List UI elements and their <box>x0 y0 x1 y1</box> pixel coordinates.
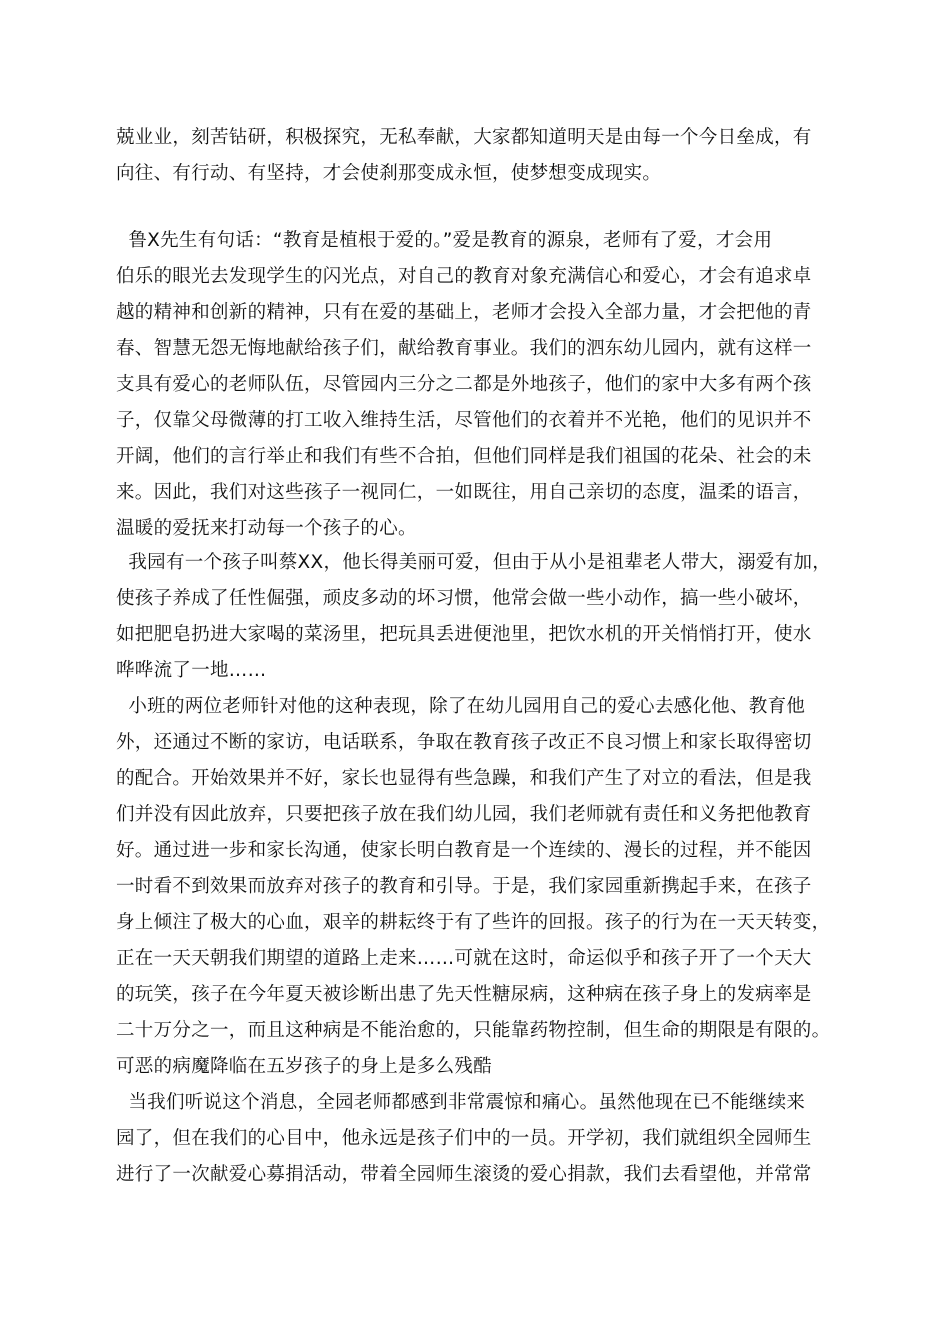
text-line: 春、智慧无怨无悔地献给孩子们，献给教育事业。我们的泗东幼儿园内，就有这样一 <box>116 338 812 359</box>
text-line: 正在一天天朝我们期望的道路上走来……可就在这时，命运似乎和孩子开了一个天大 <box>116 948 812 969</box>
text-line: 兢业业，刻苦钻研，积极探究，无私奉献，大家都知道明天是由每一个今日垒成，有 <box>116 127 812 148</box>
text-line: 越的精神和创新的精神，只有在爱的基础上，老师才会投入全部力量，才会把他的青 <box>116 302 812 323</box>
text-line: 进行了一次献爱心募捐活动，带着全园师生滚烫的爱心捐款，我们去看望他，并常常 <box>116 1164 812 1185</box>
text-line: 的配合。开始效果并不好，家长也显得有些急躁，和我们产生了对立的看法，但是我 <box>116 768 812 789</box>
text-line: 一时看不到效果而放弃对孩子的教育和引导。于是，我们家园重新携起手来，在孩子 <box>116 876 812 897</box>
text-line: 来。因此，我们对这些孩子一视同仁，一如既往，用自己亲切的态度，温柔的语言， <box>116 482 812 503</box>
text-line: 好。通过进一步和家长沟通，使家长明白教育是一个连续的、漫长的过程，并不能因 <box>116 840 812 861</box>
paragraph-start-line: 鲁X先生有句话：“教育是植根于爱的。”爱是教育的源泉，老师有了爱，才会用 <box>116 230 773 251</box>
text-line: 使孩子养成了任性倔强，顽皮多动的坏习惯，他常会做一些小动作，搞一些小破坏， <box>116 588 812 609</box>
text-line: 哗哗流了一地…… <box>116 660 267 681</box>
text-line: 外，还通过不断的家访，电话联系，争取在教育孩子改正不良习惯上和家长取得密切 <box>116 732 812 753</box>
paragraph-start-line: 当我们听说这个消息，全园老师都感到非常震惊和痛心。虽然他现在已不能继续来 <box>116 1092 806 1113</box>
text-line: 子，仅靠父母微薄的打工收入维持生活，尽管他们的衣着并不光艳，他们的见识并不 <box>116 410 812 431</box>
text-line: 身上倾注了极大的心血，艰辛的耕耘终于有了些许的回报。孩子的行为在一天天转变， <box>116 912 831 933</box>
text-line: 支具有爱心的老师队伍，尽管园内三分之二都是外地孩子，他们的家中大多有两个孩 <box>116 374 812 395</box>
text-line: 可恶的病魔降临在五岁孩子的身上是多么残酷 <box>116 1056 493 1077</box>
text-line: 开阔，他们的言行举止和我们有些不合拍，但他们同样是我们祖国的花朵、社会的未 <box>116 446 812 467</box>
text-line: 二十万分之一，而且这种病是不能治愈的，只能靠药物控制，但生命的期限是有限的。 <box>116 1020 831 1041</box>
text-line: 们并没有因此放弃，只要把孩子放在我们幼儿园，我们老师就有责任和义务把他教育 <box>116 804 812 825</box>
text-line: 伯乐的眼光去发现学生的闪光点，对自己的教育对象充满信心和爱心，才会有追求卓 <box>116 266 812 287</box>
text-line: 园了，但在我们的心目中，他永远是孩子们中的一员。开学初，我们就组织全园师生 <box>116 1128 812 1149</box>
paragraph-start-line: 我园有一个孩子叫蔡XX，他长得美丽可爱，但由于从小是祖辈老人带大，溺爱有加， <box>116 552 832 573</box>
text-line: 向往、有行动、有坚持，才会使刹那变成永恒，使梦想变成现实。 <box>116 163 662 184</box>
text-line: 温暖的爱抚来打动每一个孩子的心。 <box>116 518 417 539</box>
text-line: 如把肥皂扔进大家喝的菜汤里，把玩具丢进便池里，把饮水机的开关悄悄打开，使水 <box>116 624 812 645</box>
paragraph-start-line: 小班的两位老师针对他的这种表现，除了在幼儿园用自己的爱心去感化他、教育他 <box>116 696 806 717</box>
text-line: 的玩笑，孩子在今年夏天被诊断出患了先天性糖尿病，这种病在孩子身上的发病率是 <box>116 984 812 1005</box>
